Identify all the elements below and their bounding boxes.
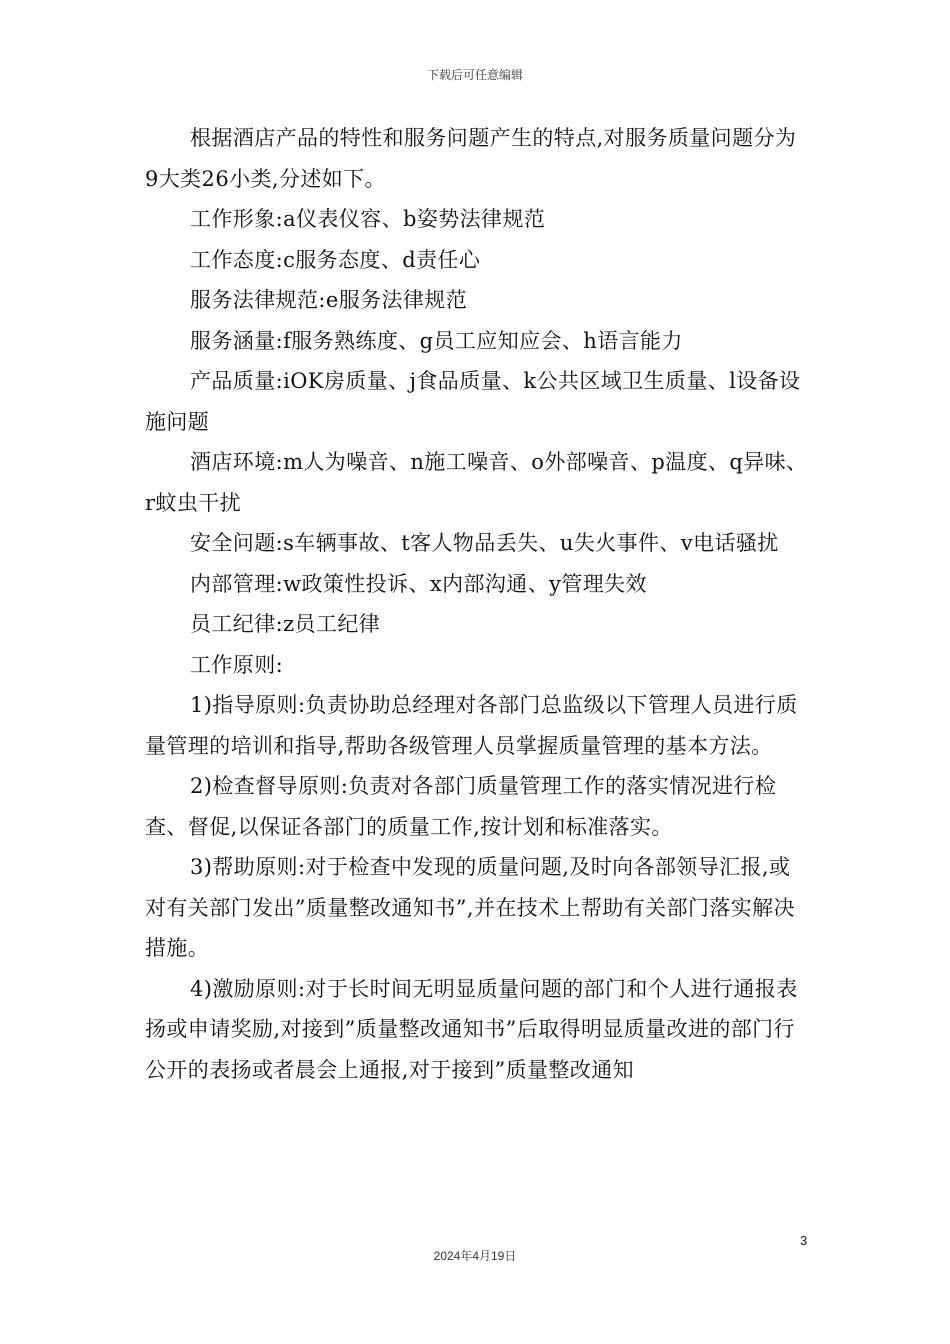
paragraph-work-image: 工作形象:a仪表仪容、b姿势法律规范	[190, 207, 546, 231]
paragraph-staff-discipline: 员工纪律:z员工纪律	[190, 612, 381, 636]
paragraph-work-principles: 工作原则:	[190, 652, 284, 677]
paragraph-product-quality: 产品质量:iOK房质量、j食品质量、k公共区域卫生质量、l设备设施问题	[145, 369, 801, 434]
paragraph-service-capability: 服务涵量:f服务熟练度、g员工应知应会、h语言能力	[190, 328, 683, 353]
page-number: 3	[800, 1233, 808, 1248]
header-note: 下载后可任意编辑	[426, 68, 523, 82]
paragraph-service-standards: 服务法律规范:e服务法律规范	[190, 288, 468, 312]
document-body	[145, 118, 810, 1090]
paragraph-principle-assistance: 3)帮助原则:对于检查中发现的质量问题,及时向各部领导汇报,或对有关部门发出”质量整改通知书”,并在技术上帮助有关部门落实解决措施。	[145, 855, 795, 960]
paragraph-principle-guidance: 1)指导原则:负责协助总经理对各部门总监级以下管理人员进行质量管理的培训和指导,帮助各级管理人员掌握质量管理的基本方法。	[145, 693, 798, 758]
paragraph-internal-management: 内部管理:w政策性投诉、x内部沟通、y管理失效	[190, 571, 647, 596]
paragraph-hotel-environment: 酒店环境:m人为噪音、n施工噪音、o外部噪音、p温度、q异味、r蚊虫干扰	[145, 450, 808, 515]
paragraph-safety-issues: 安全问题:s车辆事故、t客人物品丢失、u失火事件、v电话骚扰	[190, 531, 779, 555]
paragraph-work-attitude: 工作态度:c服务态度、d责任心	[190, 247, 481, 272]
footer-date: 2024年4月19日	[433, 1249, 517, 1263]
paragraph-principle-inspection: 2)检查督导原则:负责对各部门质量管理工作的落实情况进行检查、督促,以保证各部门的质量工作,按计划和标准落实。	[145, 774, 777, 839]
paragraph-principle-incentive: 4)激励原则:对于长时间无明显质量问题的部门和个人进行通报表扬或申请奖励,对接到”质量整改通知书”后取得明显质量改进的部门行公开的表扬或者晨会上通报,对于接到”质量整改通知	[145, 976, 798, 1082]
paragraph-intro: 根据酒店产品的特性和服务问题产生的特点,对服务质量问题分为9大类26小类,分述如下。	[145, 126, 797, 191]
